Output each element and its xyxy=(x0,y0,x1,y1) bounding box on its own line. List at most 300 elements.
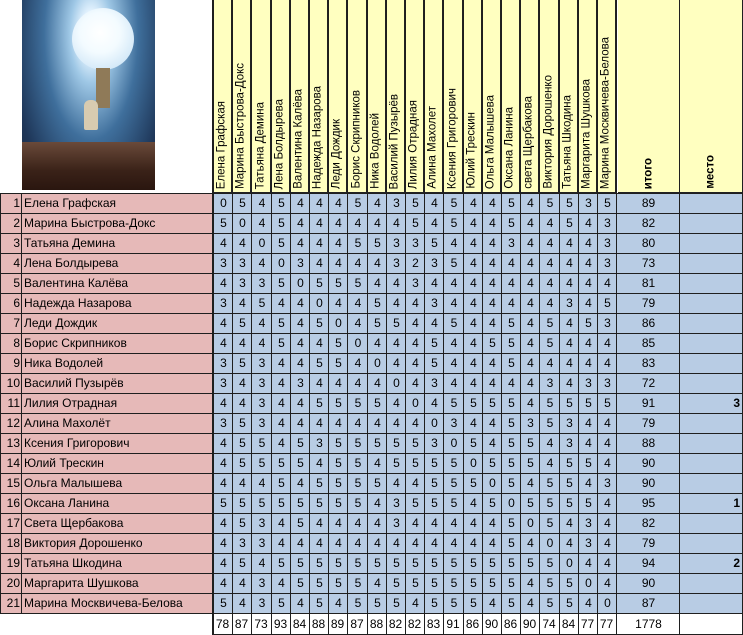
score-cell[interactable]: 0 xyxy=(258,236,266,250)
score-cell[interactable]: 4 xyxy=(393,416,400,430)
score-cell[interactable]: 5 xyxy=(335,356,342,370)
score-cell[interactable]: 4 xyxy=(489,376,496,390)
score-cell[interactable]: 5 xyxy=(316,496,323,510)
score-cell[interactable]: 4 xyxy=(220,576,227,590)
score-cell[interactable]: 4 xyxy=(335,416,342,430)
score-cell[interactable]: 4 xyxy=(239,576,246,590)
score-cell[interactable]: 4 xyxy=(374,196,381,210)
score-cell[interactable]: 4 xyxy=(431,316,438,330)
total-cell[interactable]: 82 xyxy=(641,216,656,230)
score-cell[interactable]: 3 xyxy=(585,516,592,530)
score-cell[interactable]: 5 xyxy=(278,276,285,290)
score-cell[interactable]: 5 xyxy=(508,396,515,410)
score-cell[interactable]: 5 xyxy=(508,536,515,550)
score-cell[interactable]: 4 xyxy=(239,336,246,350)
score-cell[interactable]: 3 xyxy=(566,416,573,430)
score-cell[interactable]: 4 xyxy=(470,296,477,310)
score-cell[interactable]: 3 xyxy=(220,296,227,310)
score-cell[interactable]: 5 xyxy=(566,216,573,230)
score-cell[interactable]: 4 xyxy=(604,456,611,470)
score-cell[interactable]: 4 xyxy=(220,556,227,570)
score-cell[interactable]: 3 xyxy=(258,356,266,370)
score-cell[interactable]: 3 xyxy=(508,236,515,250)
score-cell[interactable]: 5 xyxy=(585,316,592,330)
score-cell[interactable]: 4 xyxy=(527,256,534,270)
score-cell[interactable]: 0 xyxy=(470,456,477,470)
score-cell[interactable]: 3 xyxy=(431,256,438,270)
score-cell[interactable]: 4 xyxy=(546,356,554,370)
place-cell[interactable] xyxy=(680,233,740,253)
score-cell[interactable]: 5 xyxy=(546,496,554,510)
participant-name-cell[interactable]: Валентина Калёва xyxy=(24,276,129,290)
score-cell[interactable]: 0 xyxy=(278,256,285,270)
score-cell[interactable]: 5 xyxy=(546,476,554,490)
score-cell[interactable]: 3 xyxy=(393,516,400,530)
score-cell[interactable]: 3 xyxy=(258,376,266,390)
score-cell[interactable]: 5 xyxy=(393,576,400,590)
participant-name-cell[interactable]: Ника Водолей xyxy=(24,356,104,370)
score-cell[interactable]: 4 xyxy=(508,376,515,390)
score-cell[interactable]: 4 xyxy=(297,596,304,610)
score-cell[interactable]: 4 xyxy=(470,536,477,550)
score-cell[interactable]: 5 xyxy=(335,336,342,350)
score-cell[interactable]: 5 xyxy=(489,496,496,510)
score-cell[interactable]: 4 xyxy=(489,316,496,330)
score-cell[interactable]: 4 xyxy=(470,516,477,530)
score-cell[interactable]: 5 xyxy=(489,336,496,350)
column-total-cell[interactable]: 87 xyxy=(234,617,249,631)
score-cell[interactable]: 4 xyxy=(546,296,554,310)
score-cell[interactable]: 0 xyxy=(239,216,246,230)
score-cell[interactable]: 5 xyxy=(412,216,419,230)
score-cell[interactable]: 5 xyxy=(239,356,246,370)
score-cell[interactable]: 5 xyxy=(489,556,496,570)
score-cell[interactable]: 5 xyxy=(354,476,362,490)
total-cell[interactable]: 80 xyxy=(641,236,656,250)
total-cell[interactable]: 83 xyxy=(641,356,656,370)
column-total-cell[interactable]: 88 xyxy=(369,617,384,631)
score-cell[interactable]: 5 xyxy=(546,316,554,330)
score-cell[interactable]: 5 xyxy=(354,576,362,590)
score-cell[interactable]: 4 xyxy=(220,536,227,550)
score-cell[interactable]: 5 xyxy=(470,556,477,570)
score-cell[interactable]: 5 xyxy=(527,496,534,510)
score-cell[interactable]: 4 xyxy=(258,316,266,330)
score-cell[interactable]: 4 xyxy=(297,336,304,350)
score-cell[interactable]: 0 xyxy=(393,376,400,390)
score-cell[interactable]: 4 xyxy=(412,356,419,370)
score-cell[interactable]: 4 xyxy=(585,236,592,250)
score-cell[interactable]: 4 xyxy=(431,516,438,530)
score-cell[interactable]: 3 xyxy=(450,416,458,430)
score-cell[interactable]: 5 xyxy=(431,356,438,370)
total-cell[interactable]: 73 xyxy=(641,256,656,270)
score-cell[interactable]: 5 xyxy=(585,396,592,410)
score-cell[interactable]: 4 xyxy=(220,456,227,470)
score-cell[interactable]: 5 xyxy=(278,456,285,470)
score-cell[interactable]: 4 xyxy=(566,256,573,270)
row-number-cell[interactable]: 13 xyxy=(6,436,20,450)
score-cell[interactable]: 4 xyxy=(489,596,496,610)
column-total-cell[interactable]: 73 xyxy=(254,617,268,631)
score-cell[interactable]: 4 xyxy=(354,216,362,230)
score-cell[interactable]: 5 xyxy=(546,416,554,430)
score-cell[interactable]: 4 xyxy=(489,416,496,430)
score-cell[interactable]: 4 xyxy=(585,596,592,610)
score-cell[interactable]: 4 xyxy=(604,576,611,590)
score-cell[interactable]: 4 xyxy=(585,216,592,230)
score-cell[interactable]: 5 xyxy=(431,456,438,470)
score-cell[interactable]: 2 xyxy=(412,256,419,270)
score-cell[interactable]: 4 xyxy=(258,196,266,210)
score-cell[interactable]: 5 xyxy=(335,436,342,450)
score-cell[interactable]: 4 xyxy=(393,476,400,490)
score-cell[interactable]: 4 xyxy=(316,256,323,270)
total-cell[interactable]: 95 xyxy=(641,496,656,510)
score-cell[interactable]: 4 xyxy=(585,476,592,490)
score-cell[interactable]: 4 xyxy=(431,536,438,550)
row-number-cell[interactable]: 8 xyxy=(13,336,20,350)
score-cell[interactable]: 4 xyxy=(374,576,381,590)
score-cell[interactable]: 4 xyxy=(527,536,534,550)
score-cell[interactable]: 3 xyxy=(546,376,554,390)
score-cell[interactable]: 4 xyxy=(527,396,534,410)
column-total-cell[interactable]: 90 xyxy=(484,617,499,631)
score-cell[interactable]: 4 xyxy=(412,536,419,550)
score-cell[interactable]: 3 xyxy=(585,376,592,390)
score-cell[interactable]: 4 xyxy=(335,596,342,610)
score-cell[interactable]: 5 xyxy=(450,316,458,330)
score-cell[interactable]: 5 xyxy=(316,576,323,590)
score-cell[interactable]: 5 xyxy=(316,596,323,610)
score-cell[interactable]: 5 xyxy=(450,576,458,590)
score-cell[interactable]: 5 xyxy=(278,496,285,510)
score-cell[interactable]: 4 xyxy=(508,256,515,270)
score-cell[interactable]: 5 xyxy=(239,516,246,530)
score-cell[interactable]: 3 xyxy=(220,376,227,390)
score-cell[interactable]: 5 xyxy=(335,456,342,470)
score-cell[interactable]: 3 xyxy=(604,316,611,330)
score-cell[interactable]: 4 xyxy=(489,196,496,210)
score-cell[interactable]: 5 xyxy=(258,296,266,310)
score-cell[interactable]: 4 xyxy=(470,316,477,330)
score-cell[interactable]: 5 xyxy=(297,436,304,450)
score-cell[interactable]: 5 xyxy=(374,316,381,330)
score-cell[interactable]: 4 xyxy=(354,516,362,530)
score-cell[interactable]: 5 xyxy=(316,396,323,410)
place-cell[interactable] xyxy=(680,593,740,613)
score-cell[interactable]: 0 xyxy=(489,476,496,490)
score-cell[interactable]: 4 xyxy=(335,196,342,210)
score-cell[interactable]: 4 xyxy=(297,316,304,330)
score-cell[interactable]: 3 xyxy=(258,576,266,590)
score-cell[interactable]: 4 xyxy=(527,276,534,290)
score-cell[interactable]: 4 xyxy=(412,416,419,430)
score-cell[interactable]: 3 xyxy=(393,256,400,270)
participant-name-cell[interactable]: Света Щербакова xyxy=(24,516,124,530)
score-cell[interactable]: 0 xyxy=(585,576,592,590)
row-number-cell[interactable]: 7 xyxy=(13,316,20,330)
score-cell[interactable]: 0 xyxy=(546,536,554,550)
score-cell[interactable]: 5 xyxy=(335,396,342,410)
score-cell[interactable]: 5 xyxy=(354,196,362,210)
score-cell[interactable]: 4 xyxy=(220,316,227,330)
score-cell[interactable]: 4 xyxy=(297,536,304,550)
total-cell[interactable]: 82 xyxy=(641,516,656,530)
score-cell[interactable]: 4 xyxy=(450,356,458,370)
score-cell[interactable]: 4 xyxy=(489,216,496,230)
score-cell[interactable]: 5 xyxy=(566,596,573,610)
column-total-cell[interactable]: 84 xyxy=(292,617,307,631)
total-cell[interactable]: 86 xyxy=(641,316,656,330)
score-cell[interactable]: 4 xyxy=(527,316,534,330)
score-cell[interactable]: 5 xyxy=(508,336,515,350)
score-cell[interactable]: 4 xyxy=(489,256,496,270)
place-cell[interactable]: 2 xyxy=(733,556,740,570)
score-cell[interactable]: 4 xyxy=(450,536,458,550)
score-cell[interactable]: 5 xyxy=(258,456,266,470)
total-cell[interactable]: 87 xyxy=(641,596,656,610)
score-cell[interactable]: 4 xyxy=(431,396,438,410)
score-cell[interactable]: 3 xyxy=(258,536,266,550)
score-cell[interactable]: 5 xyxy=(354,236,362,250)
participant-name-cell[interactable]: Лена Болдырева xyxy=(24,256,119,270)
score-cell[interactable]: 5 xyxy=(278,336,285,350)
score-cell[interactable]: 5 xyxy=(297,516,304,530)
score-cell[interactable]: 5 xyxy=(239,436,246,450)
score-cell[interactable]: 4 xyxy=(393,216,400,230)
score-cell[interactable]: 5 xyxy=(431,496,438,510)
score-cell[interactable]: 4 xyxy=(354,416,362,430)
score-cell[interactable]: 4 xyxy=(374,496,381,510)
score-cell[interactable]: 5 xyxy=(278,216,285,230)
score-cell[interactable]: 4 xyxy=(316,516,323,530)
score-cell[interactable]: 5 xyxy=(412,436,419,450)
score-cell[interactable]: 4 xyxy=(489,276,496,290)
row-number-cell[interactable]: 14 xyxy=(6,456,20,470)
score-cell[interactable]: 4 xyxy=(566,236,573,250)
score-cell[interactable]: 4 xyxy=(354,376,362,390)
score-cell[interactable]: 4 xyxy=(527,216,534,230)
score-cell[interactable]: 4 xyxy=(470,376,477,390)
score-cell[interactable]: 5 xyxy=(450,556,458,570)
score-cell[interactable]: 3 xyxy=(297,376,304,390)
score-cell[interactable]: 4 xyxy=(393,336,400,350)
score-cell[interactable]: 4 xyxy=(393,276,400,290)
score-cell[interactable]: 4 xyxy=(450,276,458,290)
score-cell[interactable]: 5 xyxy=(431,336,438,350)
score-cell[interactable]: 4 xyxy=(335,236,342,250)
score-cell[interactable]: 5 xyxy=(566,476,573,490)
score-cell[interactable]: 0 xyxy=(220,196,227,210)
score-cell[interactable]: 5 xyxy=(527,456,534,470)
score-cell[interactable]: 5 xyxy=(354,436,362,450)
place-cell[interactable]: 3 xyxy=(733,396,740,410)
score-cell[interactable]: 4 xyxy=(412,316,419,330)
score-cell[interactable]: 3 xyxy=(585,536,592,550)
place-cell[interactable] xyxy=(680,273,740,293)
score-cell[interactable]: 3 xyxy=(604,376,611,390)
score-cell[interactable]: 3 xyxy=(431,376,438,390)
column-total-cell[interactable]: 86 xyxy=(503,617,518,631)
score-cell[interactable]: 3 xyxy=(585,196,592,210)
score-cell[interactable]: 4 xyxy=(566,336,573,350)
score-cell[interactable]: 3 xyxy=(239,276,246,290)
score-cell[interactable]: 5 xyxy=(450,496,458,510)
participant-name-cell[interactable]: Борис Скрипников xyxy=(24,336,127,350)
score-cell[interactable]: 5 xyxy=(278,476,285,490)
column-total-cell[interactable]: 77 xyxy=(599,617,614,631)
score-cell[interactable]: 4 xyxy=(604,556,611,570)
score-cell[interactable]: 0 xyxy=(335,316,342,330)
score-cell[interactable]: 5 xyxy=(278,596,285,610)
score-cell[interactable]: 5 xyxy=(316,556,323,570)
score-cell[interactable]: 4 xyxy=(374,256,381,270)
score-cell[interactable]: 5 xyxy=(431,476,438,490)
score-cell[interactable]: 4 xyxy=(412,516,419,530)
score-cell[interactable]: 4 xyxy=(220,476,227,490)
score-cell[interactable]: 4 xyxy=(335,516,342,530)
score-cell[interactable]: 5 xyxy=(450,196,458,210)
participant-name-cell[interactable]: Оксана Ланина xyxy=(24,496,110,510)
score-cell[interactable]: 3 xyxy=(604,476,611,490)
score-cell[interactable]: 4 xyxy=(585,276,592,290)
score-cell[interactable]: 4 xyxy=(278,516,285,530)
score-cell[interactable]: 4 xyxy=(374,456,381,470)
score-cell[interactable]: 3 xyxy=(604,256,611,270)
score-cell[interactable]: 4 xyxy=(604,496,611,510)
score-cell[interactable]: 4 xyxy=(220,396,227,410)
participant-name-cell[interactable]: Леди Дождик xyxy=(24,316,98,330)
score-cell[interactable]: 5 xyxy=(566,396,573,410)
participant-name-cell[interactable]: Ольга Малышева xyxy=(24,476,123,490)
score-cell[interactable]: 4 xyxy=(374,276,381,290)
score-cell[interactable]: 4 xyxy=(470,416,477,430)
score-cell[interactable]: 5 xyxy=(412,496,419,510)
score-cell[interactable]: 5 xyxy=(316,356,323,370)
score-cell[interactable]: 5 xyxy=(508,416,515,430)
score-cell[interactable]: 5 xyxy=(220,216,227,230)
score-cell[interactable]: 5 xyxy=(335,576,342,590)
row-number-cell[interactable]: 9 xyxy=(13,356,20,370)
score-cell[interactable]: 3 xyxy=(566,296,573,310)
row-number-cell[interactable]: 4 xyxy=(13,256,20,270)
score-cell[interactable]: 4 xyxy=(297,296,304,310)
score-cell[interactable]: 4 xyxy=(585,296,592,310)
score-cell[interactable]: 0 xyxy=(354,336,362,350)
score-cell[interactable]: 4 xyxy=(335,376,342,390)
column-total-cell[interactable]: 90 xyxy=(522,617,537,631)
score-cell[interactable]: 4 xyxy=(431,276,438,290)
score-cell[interactable]: 5 xyxy=(566,576,573,590)
score-cell[interactable]: 4 xyxy=(489,236,496,250)
score-cell[interactable]: 3 xyxy=(297,256,304,270)
place-cell[interactable] xyxy=(680,213,740,233)
score-cell[interactable]: 4 xyxy=(604,336,611,350)
score-cell[interactable]: 4 xyxy=(604,276,611,290)
score-cell[interactable]: 4 xyxy=(431,216,438,230)
participant-name-cell[interactable]: Алина Махолёт xyxy=(24,416,111,430)
score-cell[interactable]: 4 xyxy=(470,276,477,290)
column-total-cell[interactable]: 88 xyxy=(311,617,326,631)
total-cell[interactable]: 79 xyxy=(641,536,656,550)
participant-name-cell[interactable]: Марина Москвичева-Белова xyxy=(24,596,183,610)
score-cell[interactable]: 5 xyxy=(470,596,477,610)
place-cell[interactable]: 1 xyxy=(733,496,740,510)
score-cell[interactable]: 4 xyxy=(316,416,323,430)
score-cell[interactable]: 0 xyxy=(297,276,304,290)
score-cell[interactable]: 4 xyxy=(585,336,592,350)
score-cell[interactable]: 3 xyxy=(393,496,400,510)
score-cell[interactable]: 4 xyxy=(393,536,400,550)
score-cell[interactable]: 4 xyxy=(220,336,227,350)
row-number-cell[interactable]: 3 xyxy=(13,236,20,250)
score-cell[interactable]: 5 xyxy=(316,476,323,490)
row-number-cell[interactable]: 17 xyxy=(6,516,20,530)
place-cell[interactable] xyxy=(680,573,740,593)
score-cell[interactable]: 4 xyxy=(258,336,266,350)
score-cell[interactable]: 0 xyxy=(412,396,419,410)
score-cell[interactable]: 4 xyxy=(354,256,362,270)
score-cell[interactable]: 4 xyxy=(604,536,611,550)
column-total-cell[interactable]: 84 xyxy=(561,617,576,631)
score-cell[interactable]: 4 xyxy=(278,396,285,410)
score-cell[interactable]: 5 xyxy=(239,556,246,570)
score-cell[interactable]: 4 xyxy=(546,436,554,450)
score-cell[interactable]: 3 xyxy=(412,236,419,250)
score-cell[interactable]: 4 xyxy=(527,296,534,310)
score-cell[interactable]: 4 xyxy=(566,516,573,530)
score-cell[interactable]: 5 xyxy=(508,516,515,530)
total-cell[interactable]: 72 xyxy=(641,376,656,390)
row-number-cell[interactable]: 1 xyxy=(13,196,20,210)
column-total-cell[interactable]: 86 xyxy=(465,617,480,631)
column-total-cell[interactable]: 83 xyxy=(426,617,441,631)
score-cell[interactable]: 3 xyxy=(220,356,227,370)
score-cell[interactable]: 5 xyxy=(258,436,266,450)
score-cell[interactable]: 4 xyxy=(354,316,362,330)
score-cell[interactable]: 4 xyxy=(374,376,381,390)
score-cell[interactable]: 4 xyxy=(489,536,496,550)
score-cell[interactable]: 5 xyxy=(354,596,362,610)
place-cell[interactable] xyxy=(680,353,740,373)
score-cell[interactable]: 5 xyxy=(450,256,458,270)
total-cell[interactable]: 81 xyxy=(641,276,656,290)
total-cell[interactable]: 90 xyxy=(641,456,656,470)
score-cell[interactable]: 4 xyxy=(527,236,534,250)
score-cell[interactable]: 4 xyxy=(374,516,381,530)
score-cell[interactable]: 4 xyxy=(258,256,266,270)
score-cell[interactable]: 5 xyxy=(489,396,496,410)
score-cell[interactable]: 5 xyxy=(566,456,573,470)
score-cell[interactable]: 5 xyxy=(450,476,458,490)
score-cell[interactable]: 5 xyxy=(278,556,285,570)
score-cell[interactable]: 4 xyxy=(374,536,381,550)
score-cell[interactable]: 0 xyxy=(431,416,438,430)
place-cell[interactable] xyxy=(680,373,740,393)
place-cell[interactable] xyxy=(680,453,740,473)
score-cell[interactable]: 5 xyxy=(220,596,227,610)
score-cell[interactable]: 5 xyxy=(393,556,400,570)
score-cell[interactable]: 4 xyxy=(278,296,285,310)
score-cell[interactable]: 0 xyxy=(566,556,573,570)
score-cell[interactable]: 5 xyxy=(412,456,419,470)
score-cell[interactable]: 4 xyxy=(335,216,342,230)
score-cell[interactable]: 5 xyxy=(508,216,515,230)
column-total-cell[interactable]: 93 xyxy=(273,617,288,631)
score-cell[interactable]: 5 xyxy=(354,456,362,470)
score-cell[interactable]: 4 xyxy=(220,516,227,530)
